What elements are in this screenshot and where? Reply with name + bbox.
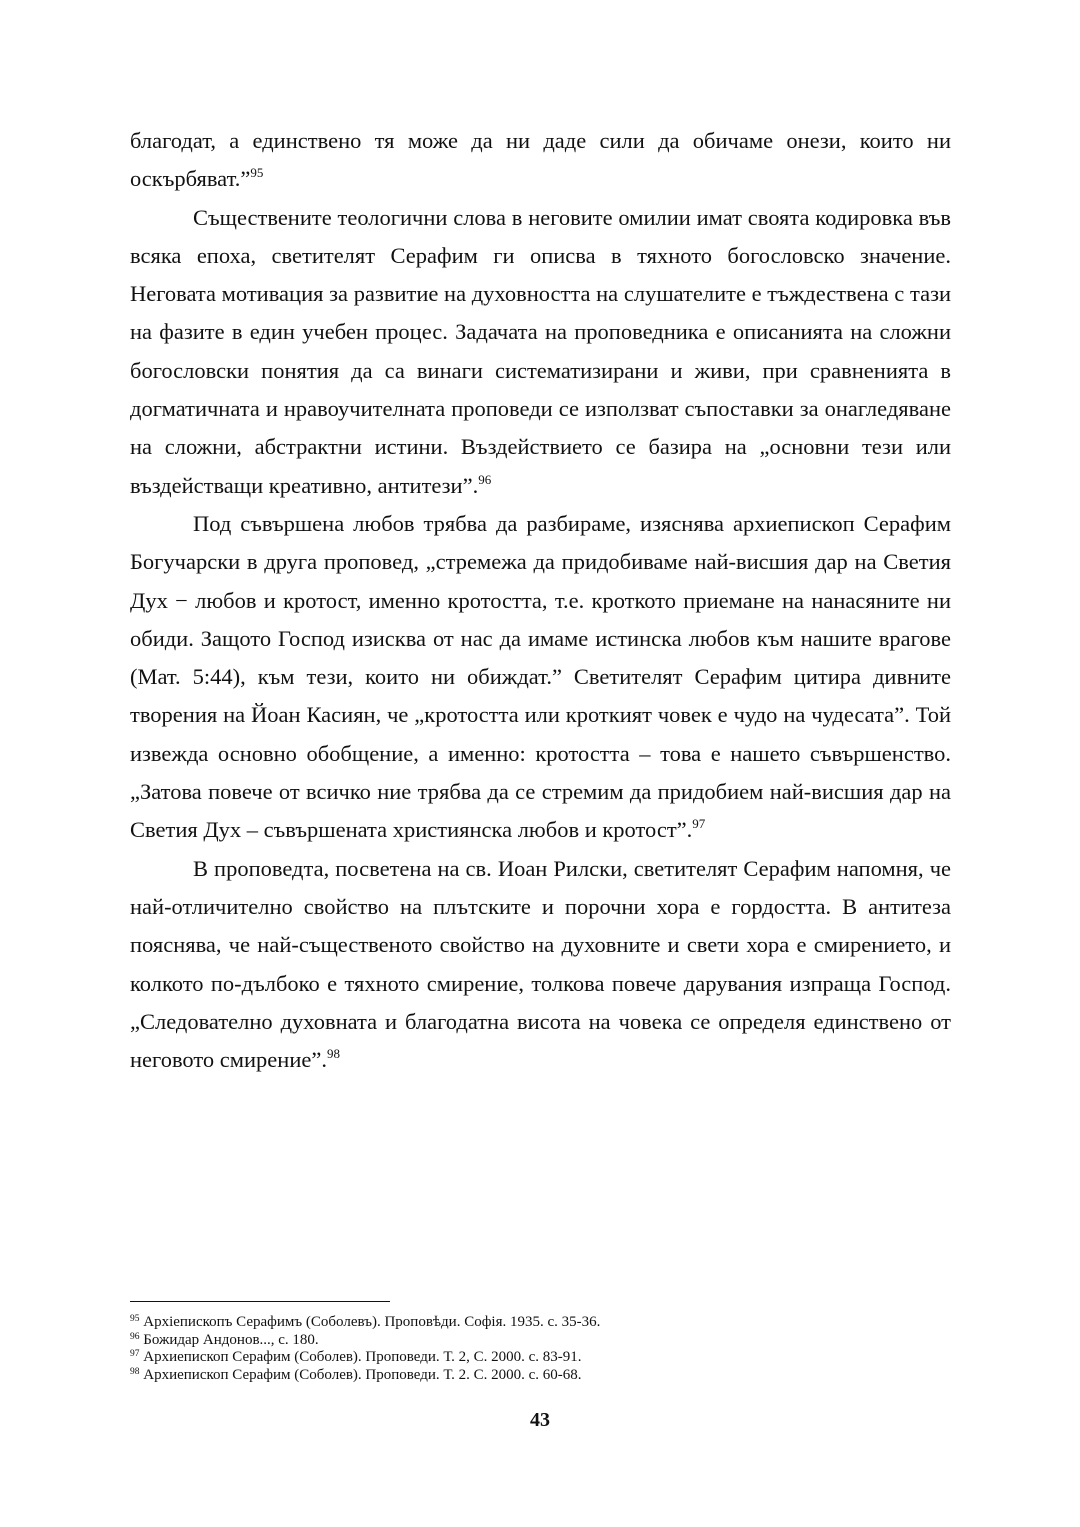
body-text xyxy=(130,122,951,1079)
footnote: $^{97}$ Архиепископ Серафим (Соболев). Проповеди. Т. 2, С. 2000. с. 83-91. xyxy=(130,1349,582,1366)
footnote-number: 97 xyxy=(130,1349,140,1360)
footnote: $^{95}$ Архiепископъ Серафимъ (Соболевъ). Проповѣди. Софiя. 1935. с. 35-36. xyxy=(130,1314,601,1330)
paragraph-continuation: благодат, а единствено тя може да ни даде сили да обичаме онези, които ни оскърбяват.”$^{95}$ xyxy=(130,128,951,192)
footnote-number: 96 xyxy=(130,1331,140,1342)
footnote: $^{98}$ Архиепископ Серафим (Соболев). Проповеди. Т. 2. С. 2000. с. 60-68. xyxy=(130,1366,582,1383)
footnote-ref[interactable]: 98 xyxy=(326,1046,340,1062)
page-number: 43 xyxy=(530,1409,550,1431)
paragraph: В проповедта, посветена на св. Иоан Рилски, светителят Серафим напомня, че най-отличително свойство на плътските и порочни хора е гордостта. В антитеза пояснява, че най-същественото свойство на духовните и свети хора е смирението, и колкото по-дълбоко е тяхното смирение, толкова повече дарувания изпраща Господ. „Следователно духовната и благодатна висота на човека се определя единствено от неговото смирение”.$^{98}$ xyxy=(130,855,951,1073)
footnote-ref[interactable]: 96 xyxy=(478,471,492,487)
footnote-number: 98 xyxy=(130,1366,140,1377)
footnote-ref[interactable]: 95 xyxy=(250,165,264,181)
footnote-divider xyxy=(130,1301,390,1302)
footnote-ref[interactable]: 97 xyxy=(692,816,706,832)
footnotes xyxy=(130,1314,951,1384)
footnote-number: 95 xyxy=(130,1314,140,1324)
paragraph: Съществените теологични слова в неговите омилии имат своята кодировка във всяка епоха, светителят Серафим ги описва в тяхното богословско значение. Неговата мотивация за развитие на духовността на слушателите е тъждествена с тази на фазите в един учебен процес. Задачата на проповедника е описанията на сложни богословски понятия да са винаги систематизирани и живи, при сравненията в догматичната и нравоучителната проповеди се използват съпоставки за онагледяване на сложни, абстрактни истини. Въздействието се базира на „основни тези или въздействащи креативно, антитези”.$^{96}$ xyxy=(130,204,951,498)
footnote: $^{96}$ Божидар Андонов..., с. 180. xyxy=(130,1331,319,1348)
paragraph: Под съвършена любов трябва да разбираме, изяснява архиепископ Серафим Богучарски в друга проповед, „стремежа да придобиваме най-висшия дар на Светия Дух − любов и кротост, именно кротостта, т.е. кроткото приемане на нанасяните ни обиди. Защото Господ изисква от нас да имаме истинска любов към нашите врагове (Мат. 5:44), към тези, които ни обиждат.” Светителят Серафим цитира дивните творения на Йоан Касиян, че „кротостта или кроткият човек е чудо на чудесата”. Той извежда основно обобщение, а именно: кротостта – това е нашето съвършенство. „Затова повече от всичко ние трябва да се стремим да придобием най-висшия дар на Светия Дух – съвършената християнска любов и кротост”.$^{97}$ xyxy=(130,510,951,843)
